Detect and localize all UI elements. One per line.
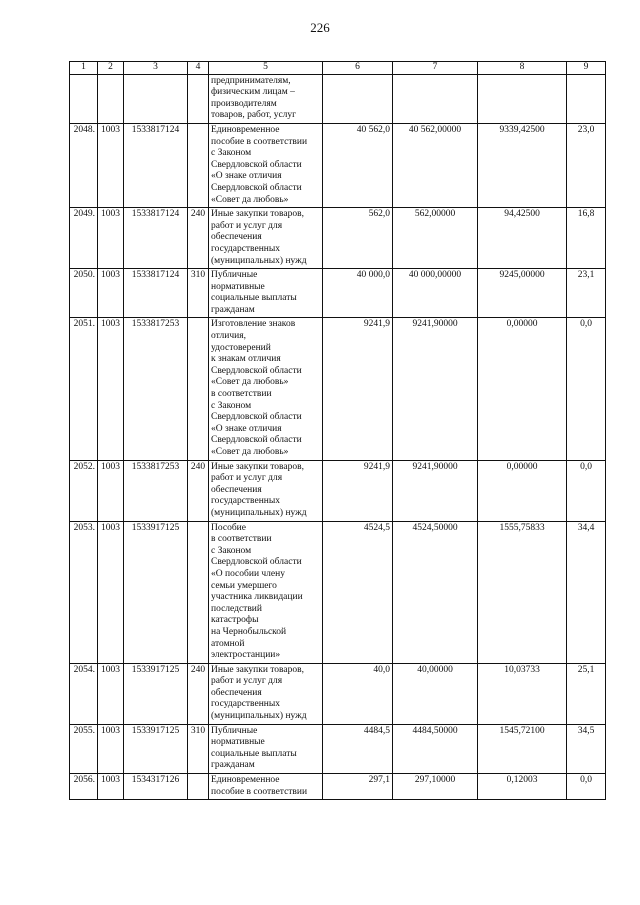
section-code-cell: 1003 <box>98 123 124 207</box>
executed-amount-cell: 1555,75833 <box>478 521 567 663</box>
column-header-7: 7 <box>393 62 478 75</box>
approved-amount-cell: 297,10000 <box>393 774 478 800</box>
section-code-cell: 1003 <box>98 318 124 460</box>
approved-amount-cell: 4484,50000 <box>393 724 478 773</box>
column-header-3: 3 <box>124 62 188 75</box>
target-article-cell: 1534317126 <box>124 774 188 800</box>
column-header-1: 1 <box>70 62 98 75</box>
column-header-2: 2 <box>98 62 124 75</box>
execution-percent-cell: 16,8 <box>567 208 606 269</box>
approved-amount-cell: 9241,90000 <box>393 318 478 460</box>
expense-type-cell: 240 <box>188 208 209 269</box>
planned-amount-cell: 562,0 <box>323 208 393 269</box>
planned-amount-cell: 4524,5 <box>323 521 393 663</box>
executed-amount-cell: 9339,42500 <box>478 123 567 207</box>
table-body <box>70 62 606 800</box>
executed-amount-cell: 94,42500 <box>478 208 567 269</box>
description-cell: Изготовление знаков отличия, удостоверений к знакам отличия Свердловской области «Совет да любовь» в соответствии с Законом Свердловской области «О знаке отличия Свердловской области «Совет да любовь» <box>209 318 323 460</box>
approved-amount-cell: 40 000,00000 <box>393 269 478 318</box>
target-article-cell: 1533817124 <box>124 208 188 269</box>
execution-percent-cell: 0,0 <box>567 460 606 521</box>
section-code-cell: 1003 <box>98 724 124 773</box>
target-article-cell: 1533917125 <box>124 663 188 724</box>
row-number-cell: 2055. <box>70 724 98 773</box>
executed-amount-cell: 0,00000 <box>478 460 567 521</box>
description-cell: Единовременное пособие в соответствии с Законом Свердловской области «О знаке отличия Свердловской области «Совет да любовь» <box>209 123 323 207</box>
target-article-cell: 1533917125 <box>124 521 188 663</box>
target-article-cell: 1533817124 <box>124 123 188 207</box>
table-row <box>70 724 606 773</box>
row-number-cell: 2051. <box>70 318 98 460</box>
table-row <box>70 318 606 460</box>
executed-amount-cell: 10,03733 <box>478 663 567 724</box>
page-number: 226 <box>310 20 330 35</box>
executed-amount-cell: 0,00000 <box>478 318 567 460</box>
target-article-cell: 1533817253 <box>124 318 188 460</box>
table-row <box>70 663 606 724</box>
column-header-8: 8 <box>478 62 567 75</box>
description-cell: предпринимателям, физическим лицам – производителям товаров, работ, услуг <box>209 74 323 123</box>
row-number-cell <box>70 74 98 123</box>
row-number-cell: 2050. <box>70 269 98 318</box>
expense-type-cell: 310 <box>188 269 209 318</box>
description-cell: Иные закупки товаров, работ и услуг для обеспечения государственных (муниципальных) нужд <box>209 663 323 724</box>
approved-amount-cell: 40,00000 <box>393 663 478 724</box>
approved-amount-cell: 9241,90000 <box>393 460 478 521</box>
description-cell: Единовременное пособие в соответствии <box>209 774 323 800</box>
row-number-cell: 2056. <box>70 774 98 800</box>
approved-amount-cell <box>393 74 478 123</box>
planned-amount-cell: 4484,5 <box>323 724 393 773</box>
table-row <box>70 74 606 123</box>
section-code-cell <box>98 74 124 123</box>
description-cell: Иные закупки товаров, работ и услуг для обеспечения государственных (муниципальных) нужд <box>209 208 323 269</box>
expense-type-cell <box>188 123 209 207</box>
table-row <box>70 774 606 800</box>
table-row <box>70 269 606 318</box>
executed-amount-cell <box>478 74 567 123</box>
execution-percent-cell: 0,0 <box>567 774 606 800</box>
executed-amount-cell: 0,12003 <box>478 774 567 800</box>
column-header-9: 9 <box>567 62 606 75</box>
planned-amount-cell: 9241,9 <box>323 318 393 460</box>
planned-amount-cell <box>323 74 393 123</box>
expense-type-cell <box>188 521 209 663</box>
expense-type-cell: 240 <box>188 663 209 724</box>
column-number-row <box>70 62 606 75</box>
target-article-cell: 1533817124 <box>124 269 188 318</box>
approved-amount-cell: 562,00000 <box>393 208 478 269</box>
table-row <box>70 521 606 663</box>
section-code-cell: 1003 <box>98 269 124 318</box>
table-row <box>70 123 606 207</box>
target-article-cell: 1533917125 <box>124 724 188 773</box>
expense-type-cell <box>188 318 209 460</box>
section-code-cell: 1003 <box>98 774 124 800</box>
target-article-cell: 1533817253 <box>124 460 188 521</box>
planned-amount-cell: 40,0 <box>323 663 393 724</box>
approved-amount-cell: 40 562,00000 <box>393 123 478 207</box>
approved-amount-cell: 4524,50000 <box>393 521 478 663</box>
target-article-cell <box>124 74 188 123</box>
section-code-cell: 1003 <box>98 521 124 663</box>
expense-type-cell: 240 <box>188 460 209 521</box>
column-header-4: 4 <box>188 62 209 75</box>
execution-percent-cell: 34,5 <box>567 724 606 773</box>
row-number-cell: 2049. <box>70 208 98 269</box>
description-cell: Публичные нормативные социальные выплаты гражданам <box>209 724 323 773</box>
expense-type-cell <box>188 74 209 123</box>
row-number-cell: 2048. <box>70 123 98 207</box>
execution-percent-cell: 34,4 <box>567 521 606 663</box>
description-cell: Иные закупки товаров, работ и услуг для обеспечения государственных (муниципальных) нужд <box>209 460 323 521</box>
column-header-6: 6 <box>323 62 393 75</box>
table-row <box>70 208 606 269</box>
executed-amount-cell: 1545,72100 <box>478 724 567 773</box>
row-number-cell: 2054. <box>70 663 98 724</box>
executed-amount-cell: 9245,00000 <box>478 269 567 318</box>
execution-percent-cell: 25,1 <box>567 663 606 724</box>
table-row <box>70 460 606 521</box>
description-cell: Пособие в соответствии с Законом Свердловской области «О пособии члену семьи умершего участника ликвидации последствий катастрофы на Чернобыльской атомной электростанции» <box>209 521 323 663</box>
section-code-cell: 1003 <box>98 208 124 269</box>
section-code-cell: 1003 <box>98 460 124 521</box>
budget-table <box>69 61 606 800</box>
section-code-cell: 1003 <box>98 663 124 724</box>
execution-percent-cell: 23,1 <box>567 269 606 318</box>
row-number-cell: 2053. <box>70 521 98 663</box>
column-header-5: 5 <box>209 62 323 75</box>
expense-type-cell <box>188 774 209 800</box>
execution-percent-cell: 23,0 <box>567 123 606 207</box>
execution-percent-cell: 0,0 <box>567 318 606 460</box>
row-number-cell: 2052. <box>70 460 98 521</box>
planned-amount-cell: 40 000,0 <box>323 269 393 318</box>
planned-amount-cell: 9241,9 <box>323 460 393 521</box>
planned-amount-cell: 297,1 <box>323 774 393 800</box>
execution-percent-cell <box>567 74 606 123</box>
expense-type-cell: 310 <box>188 724 209 773</box>
planned-amount-cell: 40 562,0 <box>323 123 393 207</box>
description-cell: Публичные нормативные социальные выплаты гражданам <box>209 269 323 318</box>
